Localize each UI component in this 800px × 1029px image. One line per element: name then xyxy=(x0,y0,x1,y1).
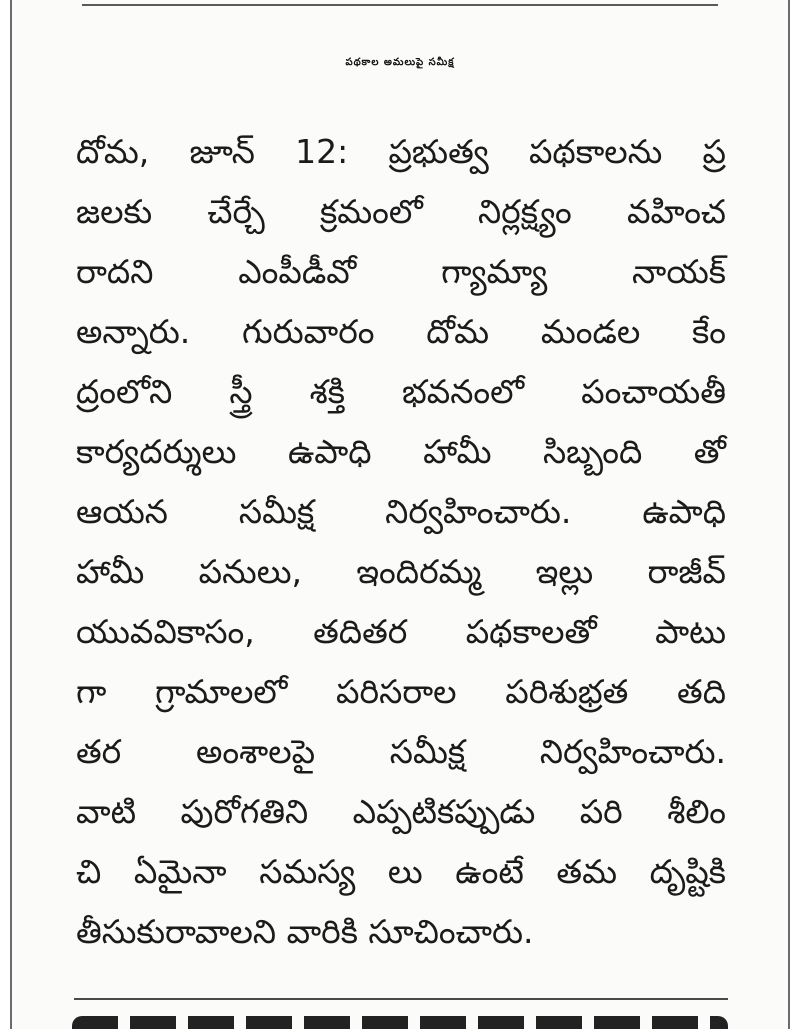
newspaper-clipping xyxy=(10,0,790,1029)
article-line: దోమ, జూన్ 12: ప్రభుత్వ పథకాలను ప్ర xyxy=(76,132,726,171)
article-line: జలకు చేర్చే క్రమంలో నిర్లక్ష్యం వహించ xyxy=(76,192,726,231)
article-line: గా గ్రామాలలో పరిసరాల పరిశుభ్రత తది xyxy=(76,672,726,711)
article-line: యువవికాసం, తదితర పథకాలతో పాటు xyxy=(76,612,726,651)
article-line: ఆయన సమీక్ష నిర్వహించారు. ఉపాధి xyxy=(76,492,726,531)
top-divider xyxy=(82,4,718,6)
article-line: కార్యదర్శులు ఉపాధి హామీ సిబ్బంది తో xyxy=(76,432,726,471)
article-line: వాటి పురోగతిని ఎప్పటికప్పుడు పరి శీలిం xyxy=(76,792,726,831)
article-line: చి ఏమైనా సమస్య లు ఉంటే తమ దృష్టికి xyxy=(76,852,726,891)
article-line: తర అంశాలపై సమీక్ష నిర్వహించారు. xyxy=(76,732,726,771)
article-line: అన్నారు. గురువారం దోమ మండల కేం xyxy=(76,312,726,351)
bottom-divider xyxy=(74,998,728,1000)
headline: పథకాల అమలుపై సమీక్ష xyxy=(345,57,455,68)
article-line: రాదని ఎంపీడీవో గ్యామ్యా నాయక్ xyxy=(76,252,726,291)
article-line: తీసుకురావాలని వారికి సూచించారు. xyxy=(76,912,534,951)
article-line: హామీ పనులు, ఇందిరమ్మ ఇల్లు రాజీవ్ xyxy=(76,552,726,591)
next-article-headline-fragment xyxy=(72,1016,728,1029)
article-body xyxy=(76,122,726,962)
article-line: ద్రంలోని స్త్రీ శక్తి భవనంలో పంచాయతీ xyxy=(76,372,726,411)
